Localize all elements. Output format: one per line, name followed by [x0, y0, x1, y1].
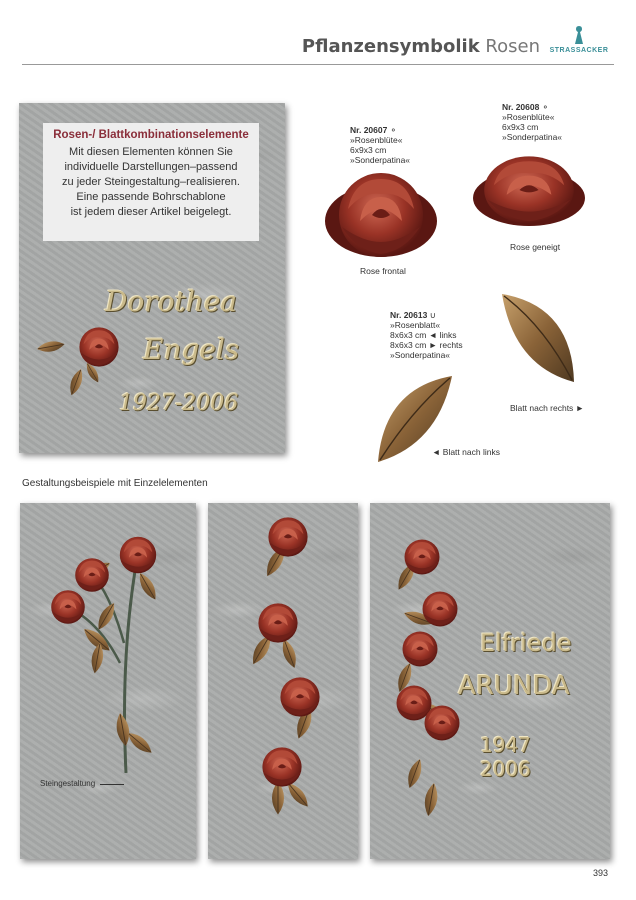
info-title: Rosen-/ Blattkombinationselemente [53, 129, 249, 141]
main-grave-stone [19, 103, 285, 453]
title-light: Rosen [485, 36, 540, 57]
info-line: Mit diesen Elementen können Sie [69, 146, 233, 158]
product-line: »Rosenblüte« [350, 135, 403, 145]
info-line: individuelle Darstellungen–passend [64, 161, 238, 173]
section-heading: Gestaltungsbeispiele mit Einzelelementen [22, 478, 208, 489]
product-line: »Sonderpatina« [390, 350, 451, 360]
stone3-last-name: ARUNDA [458, 671, 570, 701]
info-line: ist jedem dieser Artikel beigelegt. [70, 206, 232, 218]
info-box [43, 123, 259, 241]
stone3-death-year: 2006 [480, 757, 531, 781]
inscription-last-name: Engels [143, 333, 240, 366]
caption-rose-tilted: Rose geneigt [510, 242, 561, 252]
stone3-birth-year: 1947 [480, 733, 531, 757]
rose-ornament-icon [33, 319, 133, 409]
title-bold: Pflanzensymbolik [301, 36, 480, 57]
product-number: Nr. 20608 [502, 102, 540, 112]
inscription-first-name: Dorothea [105, 285, 238, 318]
logo-figure-icon [568, 24, 590, 46]
product-line: »Sonderpatina« [350, 155, 411, 165]
page-number: 393 [592, 868, 608, 878]
company-logo [544, 24, 614, 60]
rose-frontal-icon [322, 170, 440, 260]
caption-leaf-right: Blatt nach rechts ► [510, 403, 585, 413]
example-stone-1 [20, 503, 196, 859]
stone3-first-name: Elfriede [480, 629, 572, 657]
product-line: »Sonderpatina« [502, 132, 563, 142]
example-stone-3 [370, 503, 610, 859]
info-line: zu jeder Steingestaltung–realisieren. [62, 176, 240, 188]
round-symbol-icon: ⚬ [541, 102, 549, 112]
product-20613-label [390, 310, 463, 360]
example-stone-2 [208, 503, 358, 859]
product-line: »Rosenblatt« [390, 320, 441, 330]
product-number: Nr. 20613 [390, 310, 428, 320]
rose-branch-icon [40, 533, 180, 773]
caption-rose-frontal: Rose frontal [360, 266, 406, 276]
rose-column-icon [238, 513, 338, 843]
stone-design-label: Steingestaltung [40, 779, 96, 788]
inscription-years: 1927-2006 [119, 391, 239, 416]
header-divider [22, 64, 614, 65]
info-line: Eine passende Bohrschablone [76, 191, 226, 203]
leaf-right-icon [494, 286, 584, 392]
product-line: 6x9x3 cm [502, 122, 539, 132]
pointer-line [100, 784, 124, 785]
u-symbol-icon: ∪ [429, 310, 436, 320]
rose-tilted-icon [470, 150, 588, 230]
product-line: 8x6x3 cm ◄ links [390, 330, 457, 340]
page-title [302, 36, 540, 57]
product-line: 6x9x3 cm [350, 145, 387, 155]
logo-text: STRASSACKER [549, 47, 609, 54]
product-line: 8x6x3 cm ► rechts [390, 340, 463, 350]
product-number: Nr. 20607 [350, 125, 388, 135]
info-text [49, 145, 253, 220]
product-20608-label [502, 102, 562, 142]
caption-leaf-left: ◄ Blatt nach links [432, 447, 500, 457]
round-symbol-icon: ⚬ [389, 125, 397, 135]
product-20607-label [350, 125, 410, 165]
product-line: »Rosenblüte« [502, 112, 555, 122]
